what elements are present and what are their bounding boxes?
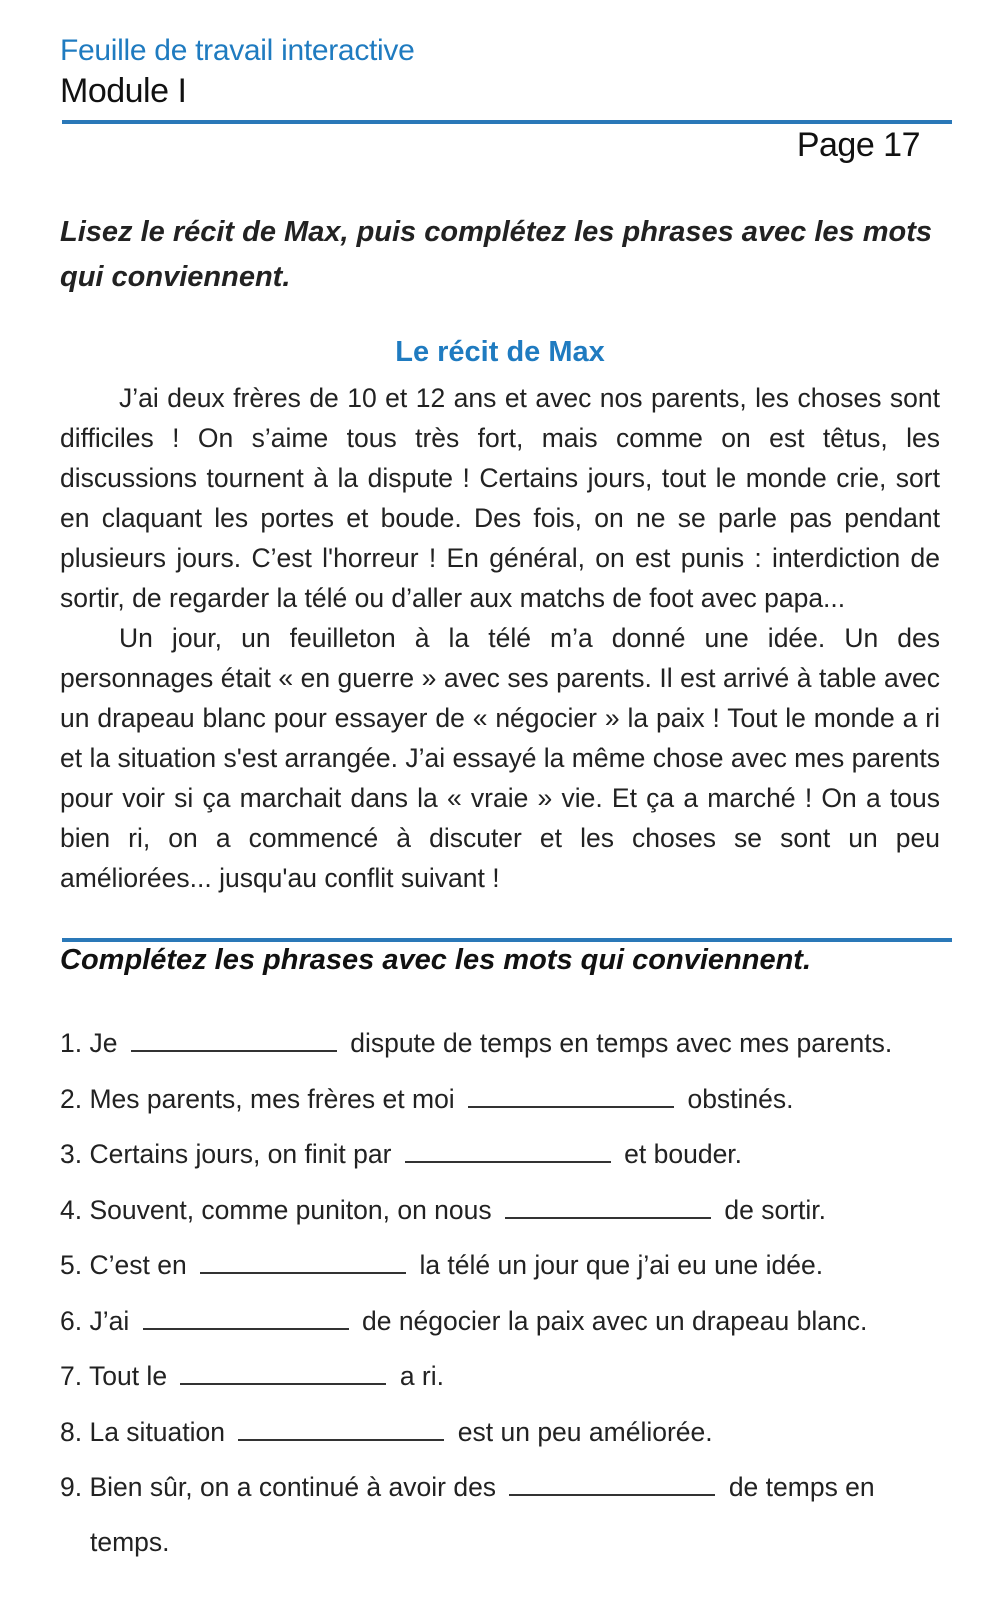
item-suffix: de sortir.: [724, 1194, 827, 1225]
answer-blank[interactable]: [200, 1248, 406, 1274]
answer-blank[interactable]: [505, 1193, 711, 1219]
item-suffix: la télé un jour que j’ai eu une idée.: [419, 1250, 824, 1280]
item-suffix: de négocier la paix avec un drapeau blanc.: [361, 1305, 868, 1336]
item-continuation: temps.: [90, 1527, 170, 1557]
answer-blank[interactable]: [509, 1470, 715, 1496]
item-suffix: et bouder.: [624, 1139, 743, 1169]
item-prefix: 7. Tout le: [60, 1361, 168, 1391]
story-title: Le récit de Max: [395, 336, 605, 368]
answer-blank[interactable]: [143, 1304, 349, 1330]
page-number: Page 17: [796, 126, 920, 164]
exercise-list: [60, 1025, 950, 1580]
item-prefix: 2. Mes parents, mes frères et moi: [60, 1083, 455, 1114]
answer-blank[interactable]: [468, 1082, 674, 1108]
item-suffix: a ri.: [399, 1361, 444, 1391]
item-prefix: 6. J’ai: [60, 1305, 130, 1336]
section-divider: [62, 938, 952, 942]
exercise-item: [60, 1303, 950, 1339]
item-prefix: 1. Je: [60, 1028, 118, 1058]
item-prefix: 3. Certains jours, on finit par: [60, 1139, 392, 1169]
exercise-item: [60, 1136, 950, 1172]
item-suffix: de temps en: [728, 1472, 875, 1502]
exercise-item: [60, 1025, 950, 1061]
item-suffix: obstinés.: [687, 1083, 794, 1114]
module-title: Module I: [60, 72, 187, 110]
answer-blank[interactable]: [180, 1359, 386, 1385]
item-suffix: est un peu améliorée.: [457, 1416, 713, 1447]
answer-blank[interactable]: [238, 1415, 444, 1441]
exercise-item: [60, 1081, 950, 1117]
item-prefix: 9. Bien sûr, on a continué à avoir des: [60, 1472, 497, 1502]
header-divider: [62, 120, 952, 124]
exercise-item: [60, 1247, 950, 1283]
exercise-item: [60, 1414, 950, 1450]
exercise-item: [60, 1358, 950, 1394]
exercise-instruction: Complétez les phrases avec les mots qui conviennent.: [60, 944, 812, 976]
reading-instruction: Lisez le récit de Max, puis complétez les phrases avec les mots qui conviennent.: [60, 216, 932, 293]
answer-blank[interactable]: [405, 1137, 611, 1163]
item-suffix: dispute de temps en temps avec mes parents.: [350, 1028, 893, 1058]
item-prefix: 5. C’est en: [60, 1250, 187, 1280]
exercise-item: [60, 1192, 950, 1228]
answer-blank[interactable]: [131, 1026, 337, 1052]
item-prefix: 4. Souvent, comme puniton, on nous: [60, 1194, 492, 1225]
worksheet-subtitle: Feuille de travail interactive: [60, 34, 415, 67]
story-paragraph: Un jour, un feuilleton à la télé m’a donné une idée. Un des personnages était « en guerre » avec ses parents. Il est arrivé à table avec un drapeau blanc pour essayer de « négocier » la paix ! Tout le monde a ri et la situation s'est arrangée. J’ai essayé la même chose avec mes parents pour voir si ça marchait dans la « vraie » vie. Et ça a marché ! On a tous bien ri, on a commencé à discuter et les choses se sont un peu améliorées... jusqu'au conflit suivant !: [60, 623, 940, 893]
exercise-item: [60, 1469, 950, 1560]
story-paragraph: J’ai deux frères de 10 et 12 ans et avec nos parents, les choses sont difficiles ! On s’aime tous très fort, mais comme on est têtus, les discussions tournent à la dispute ! Certains jours, tout le monde crie, sort en claquant les portes et boude. Des fois, on ne se parle pas pendant plusieurs jours. C’est l'horreur ! En général, on est punis : interdiction de sortir, de regarder la télé ou d’aller aux matchs de foot avec papa...: [60, 383, 940, 613]
item-prefix: 8. La situation: [60, 1416, 226, 1447]
story-text: [60, 378, 940, 898]
